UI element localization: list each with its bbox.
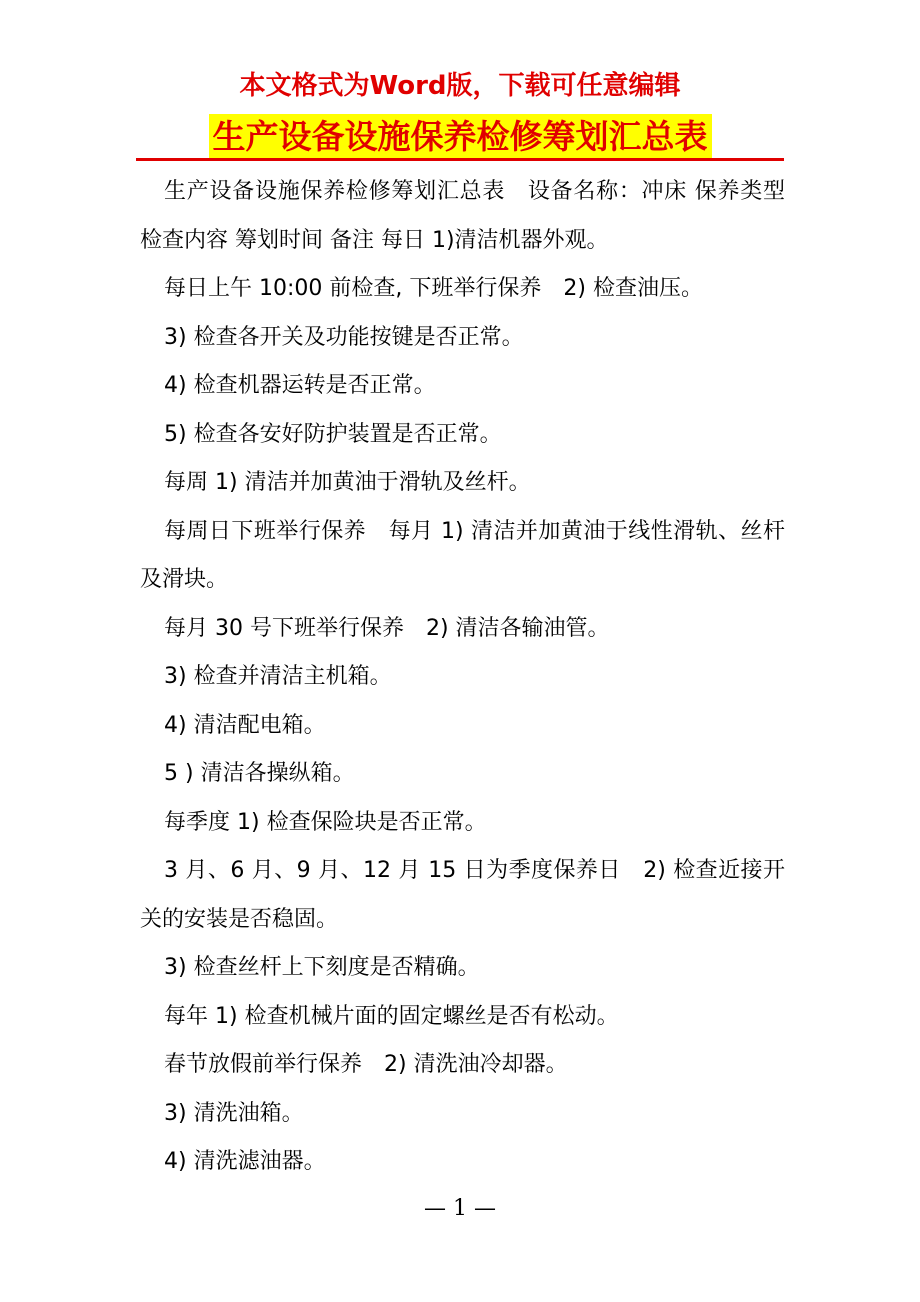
paragraph: 每月 30 号下班举行保养 2) 清洁各输油管。 xyxy=(164,615,610,641)
paragraph: 每日上午 10:00 前检查, 下班举行保养 2) 检查油压。 xyxy=(164,276,703,301)
title-divider xyxy=(136,158,784,161)
paragraph: 3) 检查丝杆上下刻度是否精确。 xyxy=(164,955,480,980)
page-number: — 1 — xyxy=(424,1196,496,1221)
title-container xyxy=(0,114,920,160)
paragraph: 5 ) 清洁各操纵箱。 xyxy=(164,761,355,786)
paragraph: 4) 清洗滤油器。 xyxy=(164,1149,326,1174)
document-body xyxy=(140,168,785,1187)
paragraph: 每年 1) 检查机械片面的固定螺丝是否有松动。 xyxy=(164,1003,619,1029)
paragraph: 生产设备设施保养检修筹划汇总表 设备名称：冲床 保养类型 检查内容 筹划时间 备注 每日 1)清洁机器外观。 xyxy=(140,179,785,253)
paragraph: 3) 检查各开关及功能按键是否正常。 xyxy=(164,324,524,350)
download-notice: 本文格式为Word版，下载可任意编辑 xyxy=(239,71,681,101)
paragraph: 3) 检查并清洁主机箱。 xyxy=(164,664,392,689)
paragraph: 3) 清洗油箱。 xyxy=(164,1100,304,1126)
paragraph: 5) 检查各安好防护装置是否正常。 xyxy=(164,421,502,447)
document-title: 生产设备设施保养检修筹划汇总表 xyxy=(209,114,712,160)
paragraph: 4) 检查机器运转是否正常。 xyxy=(164,373,436,398)
paragraph: 每周 1) 清洁并加黄油于滑轨及丝杆。 xyxy=(164,470,531,495)
paragraph: 4) 清洁配电箱。 xyxy=(164,712,326,738)
paragraph: 春节放假前举行保养 2) 清洗油冷却器。 xyxy=(164,1052,568,1077)
paragraph: 每周日下班举行保养 每月 1) 清洁并加黄油于线性滑轨、丝杆及滑块。 xyxy=(140,518,785,592)
paragraph: 3 月、6 月、9 月、12 月 15 日为季度保养日 2) 检查近接开关的安装是否稳固。 xyxy=(140,858,785,932)
paragraph: 每季度 1) 检查保险块是否正常。 xyxy=(164,809,487,835)
